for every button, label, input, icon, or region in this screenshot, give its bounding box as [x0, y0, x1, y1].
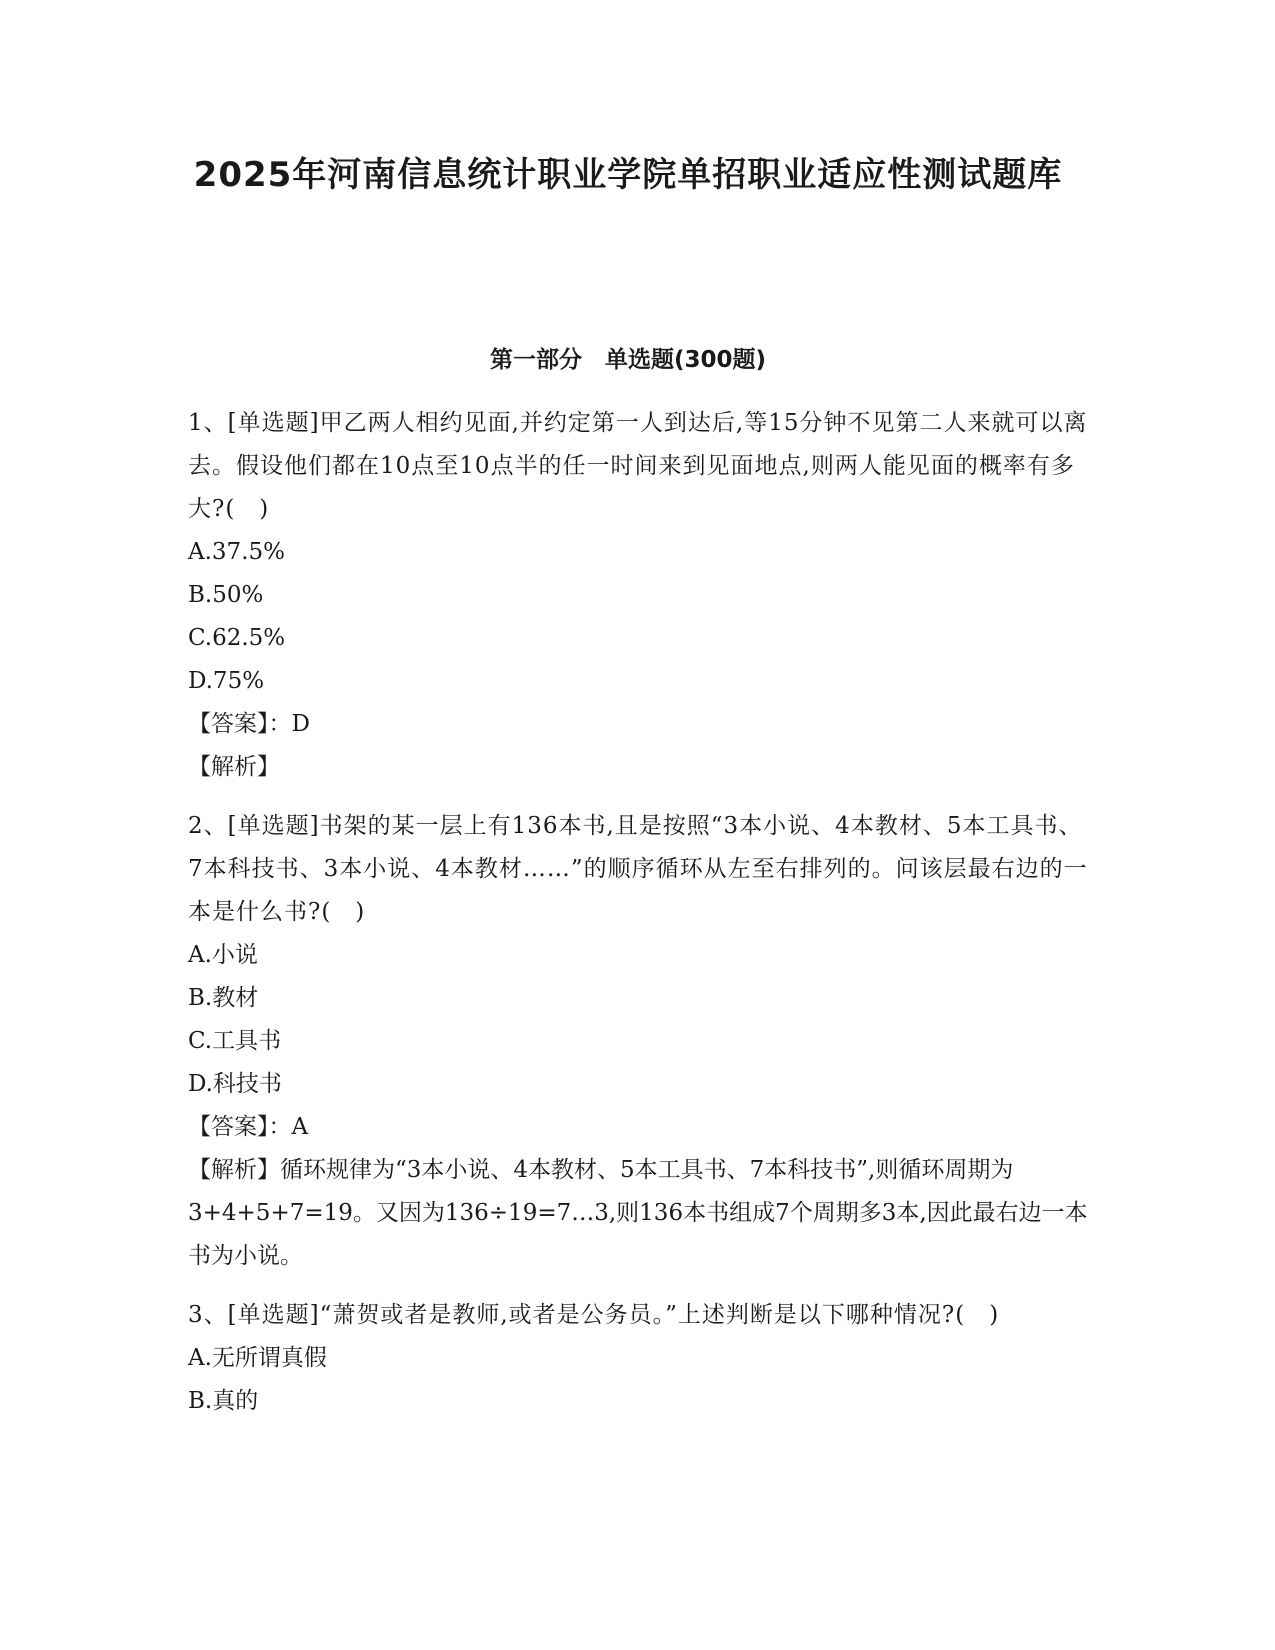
answer-line: 【答案】：A — [188, 1114, 309, 1140]
option-a: A.小说 — [188, 942, 258, 968]
answer-line: 【答案】：D — [188, 711, 310, 737]
analysis-line: 【解析】 — [188, 754, 280, 780]
question-stem: 1、[单选题]甲乙两人相约见面,并约定第一人到达后,等15分钟不见第二人来就可以离去。假设他们都在10点至10点半的任一时间来到见面地点,则两人能见面的概率有多大?( ) — [188, 410, 1088, 522]
option-b: B.教材 — [188, 985, 259, 1011]
document-title: 2025年河南信息统计职业学院单招职业适应性测试题库 — [193, 155, 1063, 195]
question-list — [188, 402, 1088, 1439]
question-stem: 3、[单选题]“萧贺或者是教师,或者是公务员。”上述判断是以下哪种情况?( ) — [188, 1302, 1000, 1328]
question-item — [188, 805, 1088, 1278]
option-d: D.75% — [188, 668, 265, 694]
document-page — [188, 0, 1088, 1650]
question-item — [188, 402, 1088, 789]
option-c: C.工具书 — [188, 1028, 282, 1054]
option-b: B.50% — [188, 582, 264, 608]
option-b: B.真的 — [188, 1388, 259, 1414]
option-c: C.62.5% — [188, 625, 286, 651]
option-d: D.科技书 — [188, 1071, 282, 1097]
analysis-line: 【解析】循环规律为“3本小说、4本教材、5本工具书、7本科技书”,则循环周期为3+4+5+7=19。又因为136÷19=7…3,则136本书组成7个周期多3本,因此最右边一本书为小说。 — [188, 1157, 1088, 1269]
question-item — [188, 1294, 1088, 1423]
section-title: 第一部分 单选题(300题) — [489, 347, 767, 373]
option-a: A.无所谓真假 — [188, 1345, 327, 1371]
question-stem: 2、[单选题]书架的某一层上有136本书,且是按照“3本小说、4本教材、5本工具书、7本科技书、3本小说、4本教材……”的顺序循环从左至右排列的。问该层最右边的一本是什么书?( ) — [188, 813, 1088, 925]
option-a: A.37.5% — [188, 539, 285, 565]
